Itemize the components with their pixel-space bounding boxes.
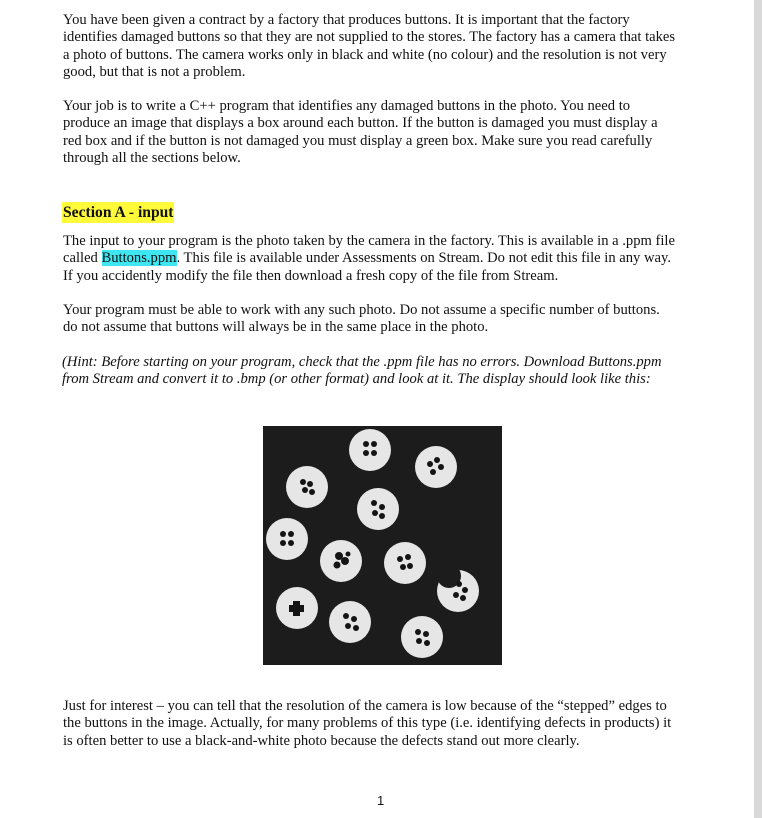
- hint-paragraph: [62, 354, 702, 389]
- text-line: from Stream and convert it to .bmp (or other format) and look at it. The display should look like this:: [62, 371, 651, 388]
- text-line: red box and if the button is not damaged you must display a green box. Make sure you read carefully: [63, 132, 653, 149]
- text-fragment: called: [63, 250, 102, 267]
- button-shape: [266, 518, 308, 560]
- button-shape: [349, 429, 391, 471]
- page-number: 1: [377, 793, 385, 808]
- text-line: [63, 250, 703, 267]
- section-heading: Section A - input: [63, 204, 174, 221]
- requirement-paragraph: [63, 302, 703, 337]
- text-line: You have been given a contract by a factory that produces buttons. It is important that the factory: [63, 12, 630, 28]
- highlighted-filename: Buttons.ppm: [101, 250, 177, 267]
- text-fragment: . This file is available under Assessments on Stream. Do not edit this file in any way.: [176, 250, 671, 267]
- text-line: do not assume that buttons will always be in the same place in the photo.: [63, 319, 489, 336]
- intro-paragraph: [63, 12, 703, 82]
- button-shape: [357, 488, 399, 530]
- text-line: If you accidently modify the file then download a fresh copy of the file from Stream.: [63, 267, 559, 284]
- button-shape: [437, 570, 479, 612]
- text-line: Just for interest – you can tell that the resolution of the camera is low because of the “stepped” edges to: [63, 698, 667, 714]
- text-line: Your program must be able to work with any such photo. Do not assume a specific number of buttons.: [63, 302, 660, 318]
- text-line: good, but that is not a problem.: [63, 64, 246, 81]
- button-shape: [329, 601, 371, 643]
- text-line: (Hint: Before starting on your program, check that the .ppm file has no errors. Download Buttons.ppm: [62, 354, 662, 370]
- text-line: through all the sections below.: [63, 150, 241, 167]
- text-line: produce an image that displays a box around each button. If the button is damaged you must display a: [63, 115, 658, 132]
- input-paragraph: [63, 233, 703, 285]
- text-line: identifies damaged buttons so that they are not supplied to the stores. The factory has a camera that takes: [63, 29, 676, 46]
- text-line: is often better to use a black-and-white photo because the defects stand out more clearly.: [63, 732, 580, 749]
- button-shape: [415, 446, 457, 488]
- button-shape: [320, 540, 362, 582]
- button-shape: [286, 466, 328, 508]
- text-line: Your job is to write a C++ program that identifies any damaged buttons in the photo. You need to: [63, 98, 631, 114]
- button-shape: [401, 616, 443, 658]
- button-shape: [384, 542, 426, 584]
- text-line: a photo of buttons. The camera works only in black and white (no colour) and the resolution is not very: [63, 46, 667, 63]
- text-line: The input to your program is the photo taken by the camera in the factory. This is available in a .ppm file: [63, 233, 675, 249]
- text-line: the buttons in the image. Actually, for many problems of this type (i.e. identifying defects in products) it: [63, 715, 672, 732]
- task-paragraph: [63, 98, 703, 168]
- interest-paragraph: [63, 698, 703, 750]
- button-shape: [276, 587, 318, 629]
- buttons-photo: [263, 426, 502, 665]
